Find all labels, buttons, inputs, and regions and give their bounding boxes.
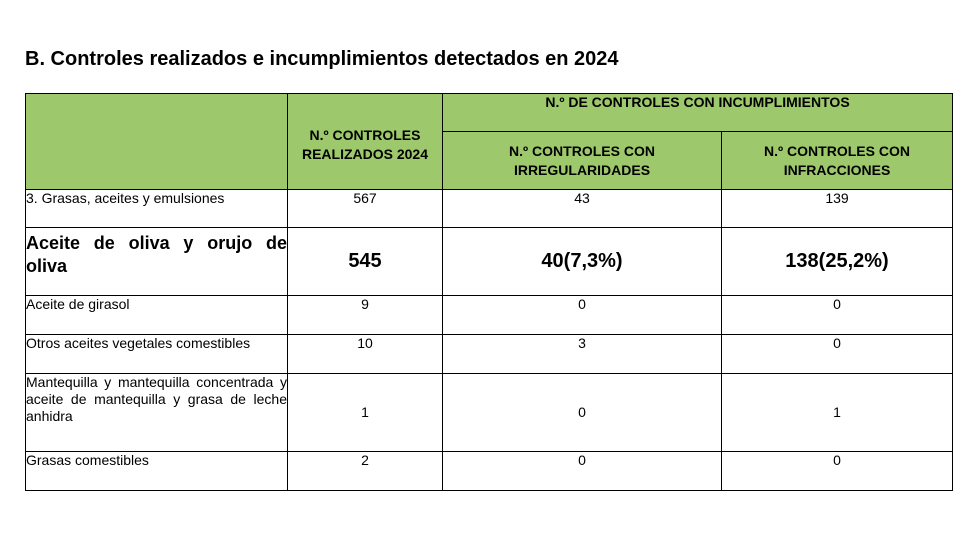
row-infracciones: 0 (722, 296, 953, 335)
row-realizados: 1 (288, 374, 443, 452)
table-row (26, 335, 953, 374)
header-controles-realizados: N.º CONTROLES REALIZADOS 2024 (288, 94, 443, 190)
row-infracciones: 139 (722, 190, 953, 228)
row-realizados: 567 (288, 190, 443, 228)
row-infracciones: 138(25,2%) (722, 228, 953, 296)
header-con-incumplimientos: N.º DE CONTROLES CON INCUMPLIMIENTOS (443, 94, 953, 132)
controls-table (25, 93, 953, 491)
row-irregularidades: 40(7,3%) (443, 228, 722, 296)
header-infracciones: N.º CONTROLES CON INFRACCIONES (722, 132, 953, 190)
row-category: Aceite de oliva y orujo de oliva (26, 228, 288, 296)
row-realizados: 545 (288, 228, 443, 296)
row-category: Mantequilla y mantequilla concentrada y aceite de mantequilla y grasa de leche anhidra (26, 374, 288, 452)
table-row (26, 374, 953, 452)
row-irregularidades: 0 (443, 452, 722, 491)
row-infracciones: 1 (722, 374, 953, 452)
table-row (26, 228, 953, 296)
row-category: Otros aceites vegetales comestibles (26, 335, 288, 374)
header-row-top (26, 94, 953, 132)
row-irregularidades: 0 (443, 296, 722, 335)
row-irregularidades: 0 (443, 374, 722, 452)
row-category: Aceite de girasol (26, 296, 288, 335)
row-irregularidades: 43 (443, 190, 722, 228)
row-category: Grasas comestibles (26, 452, 288, 491)
row-infracciones: 0 (722, 335, 953, 374)
table-row (26, 296, 953, 335)
header-category-blank (26, 94, 288, 190)
row-irregularidades: 3 (443, 335, 722, 374)
row-realizados: 10 (288, 335, 443, 374)
row-infracciones: 0 (722, 452, 953, 491)
header-irregularidades: N.º CONTROLES CON IRREGULARIDADES (443, 132, 722, 190)
row-realizados: 2 (288, 452, 443, 491)
row-category: 3. Grasas, aceites y emulsiones (26, 190, 288, 228)
table-row (26, 452, 953, 491)
page-title: B. Controles realizados e incumplimientos detectados en 2024 (25, 48, 619, 70)
table-row (26, 190, 953, 228)
row-realizados: 9 (288, 296, 443, 335)
